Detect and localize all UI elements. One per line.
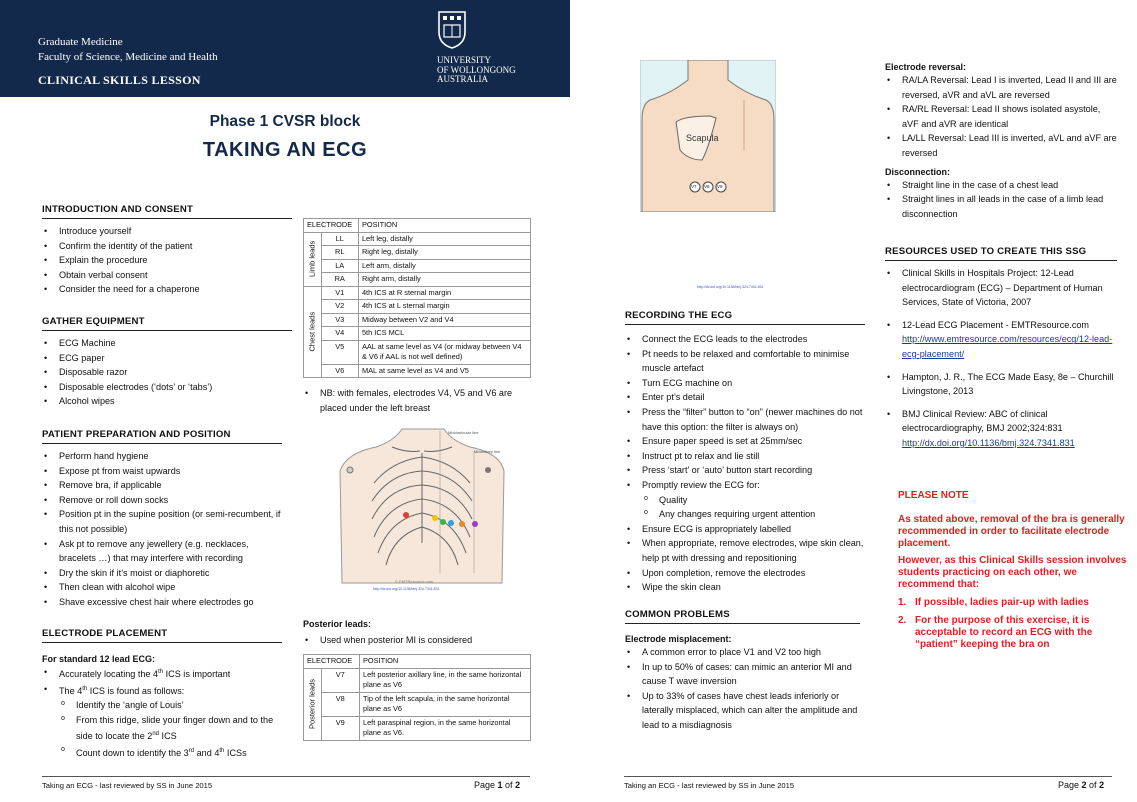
list-item: o Quality <box>625 493 865 508</box>
nb-list <box>303 386 528 415</box>
list-item: • Obtain verbal consent <box>42 268 292 283</box>
posterior-list <box>303 633 533 648</box>
list-item: • ECG paper <box>42 351 292 366</box>
please-note-heading: PLEASE NOTE <box>898 490 969 501</box>
list-item: • Hampton, J. R., The ECG Made Easy, 8e – Churchill Livingstone, 2013 <box>885 370 1117 399</box>
list-item: • Confirm the identity of the patient <box>42 239 292 254</box>
table-cell: LL <box>321 232 358 246</box>
recording-list <box>625 332 865 493</box>
table-cell: Left paraspinal region, in the same horizontal plane as V6. <box>359 716 530 740</box>
list-item: • The 4th ICS is found as follows: <box>42 682 282 699</box>
list-item: • Alcohol wipes <box>42 394 292 409</box>
list-item: • ECG Machine <box>42 336 292 351</box>
table-cell: V7 <box>321 668 359 692</box>
page-number-1: Page 1 of 2 <box>474 780 521 790</box>
table-cell: RL <box>321 246 358 260</box>
disconnection-list <box>885 178 1117 222</box>
table-header: POSITION <box>359 655 530 669</box>
problems-heading: COMMON PROBLEMS <box>625 609 730 620</box>
chest-fig-label2: Midaxillary line <box>474 449 501 454</box>
reversal-section <box>885 62 1117 221</box>
resource-link-emt[interactable]: http://www.emtresource.com/resources/ecg/12-lead-ecg-placement/ <box>902 334 1113 359</box>
table-cell: Left arm, distally <box>358 259 530 273</box>
recording-heading: RECORDING THE ECG <box>625 310 733 321</box>
resources-heading: RESOURCES USED TO CREATE THIS SSG <box>885 246 1087 257</box>
list-item: • Press ‘start’ or ‘auto’ button start recording <box>625 463 865 478</box>
list-item: • LA/LL Reversal: Lead III is inverted, aVL and aVF are reversed <box>885 131 1117 160</box>
note-item-2: 2. For the purpose of this exercise, it is acceptable to record an ECG with the “patient” keeping the bra on <box>898 615 1093 650</box>
list-item: • Then clean with alcohol wipe <box>42 580 282 595</box>
v8-label: V8 <box>704 184 710 189</box>
subtitle: Phase 1 CVSR block <box>209 113 361 130</box>
list-item: • Pt needs to be relaxed and comfortable to minimise muscle artefact <box>625 347 865 376</box>
placement-list <box>42 665 282 698</box>
list-item: o Any changes requiring urgent attention <box>625 507 865 522</box>
list-item: o Count down to identify the 3rd and 4th ICSs <box>42 744 282 761</box>
list-item: • Press the “filter” button to “on” (newer machines do not have this option: the filter is always on) <box>625 405 865 434</box>
resources-list <box>885 266 1117 451</box>
intro-section <box>42 204 292 297</box>
prep-list <box>42 449 282 610</box>
table-cell: Right leg, distally <box>358 246 530 260</box>
table-cell: Midway between V2 and V4 <box>358 313 530 327</box>
back-fig-url: http://dx.doi.org/10.1136/bmj.324.7341.831 <box>697 285 764 289</box>
list-item: • Straight line in the case of a chest lead <box>885 178 1117 193</box>
list-item: • Explain the procedure <box>42 253 292 268</box>
header-banner <box>0 0 570 97</box>
table-cell: 4th ICS at L sternal margin <box>358 300 530 314</box>
electrode-table <box>303 218 531 378</box>
table-cell: 5th ICS MCL <box>358 327 530 341</box>
chest-fig-label1: Midclavicular line <box>448 430 479 435</box>
misplacement-heading: Electrode misplacement: <box>625 634 732 644</box>
table-cell: Left posterior axillary line, in the same horizontal plane as V6 <box>359 668 530 692</box>
table-cell: V3 <box>321 313 358 327</box>
list-item: • Remove or roll down socks <box>42 493 282 508</box>
footer-left-2: Taking an ECG - last reviewed by SS in June 2015 <box>624 781 795 790</box>
header-line1: Graduate Medicine <box>38 36 123 48</box>
list-item: o From this ridge, slide your finger down and to the side to locate the 2nd ICS <box>42 713 282 744</box>
list-item: • 12-Lead ECG Placement - EMTResource.com http://www.emtresource.com/resources/ecg/12-lead-ecg-placement/ <box>885 318 1117 362</box>
page-title: TAKING AN ECG <box>202 139 368 161</box>
table-cell: Left leg, distally <box>358 232 530 246</box>
problems-section <box>625 609 860 733</box>
list-item: • Expose pt from waist upwards <box>42 464 282 479</box>
header-line3: CLINICAL SKILLS LESSON <box>38 73 201 87</box>
intro-heading: INTRODUCTION AND CONSENT <box>42 204 194 215</box>
recording-section <box>625 310 865 595</box>
list-item: • In up to 50% of cases: can mimic an anterior MI and cause T wave inversion <box>625 660 860 689</box>
nb-note: • NB: with females, electrodes V4, V5 and V6 are placed under the left breast <box>303 386 528 415</box>
v7-label: V7 <box>691 184 697 189</box>
list-item: • Position pt in the supine position (or semi-recumbent, if this not possible) <box>42 507 282 536</box>
resource-link-bmj[interactable]: http://dx.doi.org/10.1136/bmj.324.7341.831 <box>902 437 1075 448</box>
footer-rule-2 <box>624 776 1112 777</box>
list-item: • Accurately locating the 4th ICS is important <box>42 665 282 682</box>
list-item: • Disposable razor <box>42 365 292 380</box>
list-item: • Turn ECG machine on <box>625 376 865 391</box>
list-item: • A common error to place V1 and V2 too high <box>625 645 860 660</box>
list-item: • BMJ Clinical Review: ABC of clinical electrocardiography, BMJ 2002;324:831 http://dx.doi.org/10.1136/bmj.324.7341.831 <box>885 407 1117 451</box>
please-note-section <box>898 490 1130 651</box>
posterior-leads-label: Posterior leads <box>304 668 322 740</box>
list-item: • Consider the need for a chaperone <box>42 282 292 297</box>
note-para-2: However, as this Clinical Skills session involves students practicing on each other, we recommend that: <box>898 555 1127 590</box>
chest-fig-credit: © EMTResource.com <box>395 579 434 584</box>
chest-leads-label: Chest leads <box>304 286 322 378</box>
list-item: • Up to 33% of cases have chest leads inferiorly or laterally misplaced, which can alter the amplitude and lead to a misdiagnosis <box>625 689 860 733</box>
equipment-list <box>42 336 292 409</box>
list-item: • Upon completion, remove the electrodes <box>625 566 865 581</box>
table-cell: 4th ICS at R sternal margin <box>358 286 530 300</box>
header-line2: Faculty of Science, Medicine and Health <box>38 51 218 63</box>
intro-list <box>42 224 292 297</box>
university-name <box>437 56 516 85</box>
uni-line3: AUSTRALIA <box>437 74 488 84</box>
misplacement-list <box>625 645 860 733</box>
uni-line1: UNIVERSITY <box>437 55 491 65</box>
table-cell: Right arm, distally <box>358 273 530 287</box>
list-item: • When appropriate, remove electrodes, wipe skin clean, help pt with dressing and repositioning <box>625 536 865 565</box>
table-cell: V9 <box>321 716 359 740</box>
limb-leads-label: Limb leads <box>304 232 322 286</box>
table-cell: MAL at same level as V4 and V5 <box>358 364 530 378</box>
chest-fig-url: http://dx.doi.org/10.1136/bmj.324.7341.831 <box>373 587 440 591</box>
list-item: • Shave excessive chest hair where electrodes go <box>42 595 282 610</box>
list-item: • Straight lines in all leads in the case of a limb lead disconnection <box>885 192 1117 221</box>
recording-sublist <box>625 493 865 522</box>
table-cell: V6 <box>321 364 358 378</box>
page-number-2: Page 2 of 2 <box>1058 780 1105 790</box>
list-item: • RA/RL Reversal: Lead II shows isolated asystole, aVF and aVR are identical <box>885 102 1117 131</box>
table-header: ELECTRODE <box>304 219 359 233</box>
table-cell: RA <box>321 273 358 287</box>
list-item: • Ask pt to remove any jewellery (e.g. necklaces, bracelets …) that may interfere with recording <box>42 537 282 566</box>
posterior-heading: Posterior leads: <box>303 619 372 629</box>
list-item: • RA/LA Reversal: Lead I is inverted, Lead II and III are reversed, aVR and aVL are reversed <box>885 73 1117 102</box>
list-item: • Remove bra, if applicable <box>42 478 282 493</box>
list-item: • Ensure paper speed is set at 25mm/sec <box>625 434 865 449</box>
reversal-list <box>885 73 1117 161</box>
table-header: ELECTRODE <box>304 655 360 669</box>
list-item: • Promptly review the ECG for: <box>625 478 865 493</box>
table-cell: V1 <box>321 286 358 300</box>
placement-subheading: For standard 12 lead ECG: <box>42 654 156 664</box>
list-item: • Dry the skin if it’s moist or diaphoretic <box>42 566 282 581</box>
prep-heading: PATIENT PREPARATION AND POSITION <box>42 429 231 440</box>
placement-heading: ELECTRODE PLACEMENT <box>42 628 168 639</box>
table-cell: V8 <box>321 692 359 716</box>
table-cell: AAL at same level as V4 (or midway between V4 & V6 if AAL is not well defined) <box>358 340 530 364</box>
list-item: o Identify the ‘angle of Louis’ <box>42 698 282 713</box>
note-item-1: 1. If possible, ladies pair-up with ladies <box>898 597 1089 608</box>
university-crest-icon <box>437 10 467 50</box>
list-item: • Disposable electrodes (‘dots’ or ‘tabs’) <box>42 380 292 395</box>
reversal-heading: Electrode reversal: <box>885 62 967 72</box>
resources-section <box>885 246 1117 451</box>
table-cell: LA <box>321 259 358 273</box>
list-item: • Perform hand hygiene <box>42 449 282 464</box>
disconnection-heading: Disconnection: <box>885 166 951 177</box>
list-item: • Wipe the skin clean <box>625 580 865 595</box>
equipment-section <box>42 316 292 409</box>
footer-left-1: Taking an ECG - last reviewed by SS in June 2015 <box>42 781 213 790</box>
table-cell: Tip of the left scapula, in the same horizontal plane as V6 <box>359 692 530 716</box>
placement-sublist <box>42 698 282 760</box>
equipment-heading: GATHER EQUIPMENT <box>42 316 145 327</box>
footer-rule-1 <box>42 776 530 777</box>
list-item: • Clinical Skills in Hospitals Project: 12-Lead electrocardiogram (ECG) – Department of Human Services, State of Victoria, 2007 <box>885 266 1117 310</box>
posterior-table <box>303 654 531 741</box>
list-item: • Enter pt’s detail <box>625 390 865 405</box>
scapula-label: Scapula <box>686 133 719 143</box>
v9-label: V9 <box>717 184 723 189</box>
list-item: • Instruct pt to relax and lie still <box>625 449 865 464</box>
list-item: • Introduce yourself <box>42 224 292 239</box>
table-cell: V2 <box>321 300 358 314</box>
placement-section <box>42 628 282 761</box>
note-para-1: As stated above, removal of the bra is generally recommended in order to facilitate electrode placement. <box>898 514 1125 549</box>
list-item: • Connect the ECG leads to the electrodes <box>625 332 865 347</box>
table-cell: V4 <box>321 327 358 341</box>
recording-list-2 <box>625 522 865 595</box>
uni-line2: OF WOLLONGONG <box>437 64 516 75</box>
table-header: POSITION <box>358 219 530 233</box>
prep-section <box>42 429 282 610</box>
list-item: • Used when posterior MI is considered <box>303 633 533 648</box>
table-cell: V5 <box>321 340 358 364</box>
list-item: • Ensure ECG is appropriately labelled <box>625 522 865 537</box>
